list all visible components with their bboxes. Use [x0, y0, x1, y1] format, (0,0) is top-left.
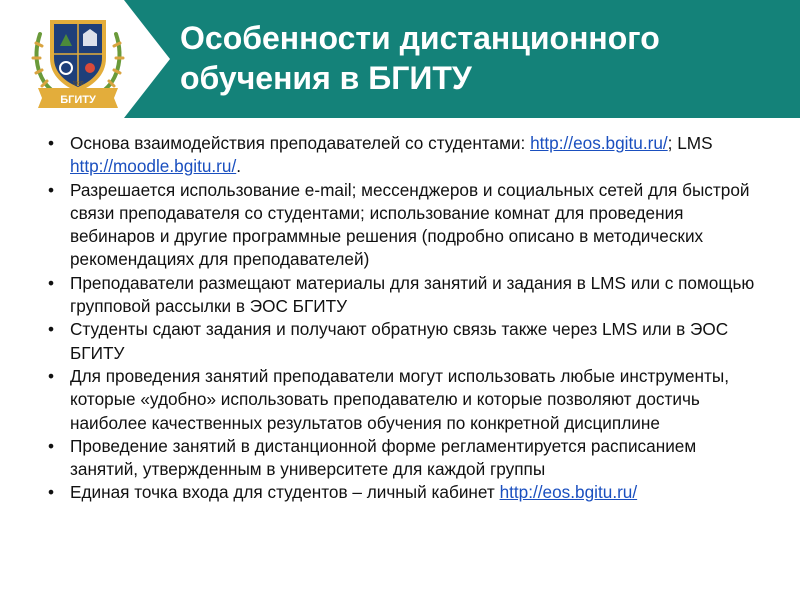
bullet-marker: • [48, 319, 55, 340]
bullet-text: Для проведения занятий преподаватели могут использовать любые инструменты, которые «удобно» использовать преподавателю и которые позволяют достичь наиболее качественных результатов обучения по конкретной дисциплине [70, 365, 729, 433]
slide-title-line-2: обучения в БГИТУ [180, 60, 472, 96]
slide-title [180, 18, 780, 98]
bullet-marker: • [48, 272, 55, 293]
bullet-item-tools [40, 365, 760, 435]
bullet-marker: • [48, 133, 55, 153]
bullet-item-schedule [40, 435, 760, 482]
bullet-text: ; LMS [667, 133, 713, 153]
bullet-list [40, 132, 760, 505]
bullet-item-entry-point [40, 481, 760, 504]
bullet-text: Студенты сдают задания и получают обратную связь также через LMS или в ЭОС БГИТУ [70, 319, 729, 363]
university-logo [28, 6, 128, 114]
bullet-text: Основа взаимодействия преподавателей со студентами: [70, 133, 531, 153]
logo-year: 1930 [72, 81, 84, 87]
bullet-marker: • [48, 482, 55, 503]
personal-cabinet-link[interactable]: http://eos.bgitu.ru/ [499, 482, 638, 503]
bullet-item-materials [40, 272, 760, 319]
bullet-text: Единая точка входа для студентов – личный кабинет [70, 482, 500, 503]
bullet-text: Проведение занятий в дистанционной форме регламентируется расписанием занятий, утвержденным в университете для каждой группы [70, 435, 697, 480]
logo-ribbon-text: БГИТУ [60, 94, 96, 106]
eos-link[interactable]: http://eos.bgitu.ru/ [530, 133, 668, 153]
bullet-text: . [236, 156, 242, 177]
bullet-text: Разрешается использование e-mail; мессенджеров и социальных сетей для быстрой связи преподавателя со студентами; использование комнат для проведения вебинаров и другие программные решения (подробно описано в методических рекомендациях для преподавателей) [70, 179, 750, 270]
bullet-marker: • [48, 435, 55, 456]
bullet-marker: • [48, 365, 55, 386]
bullet-item-communication [40, 179, 760, 272]
bullet-item-assignments [40, 318, 760, 365]
moodle-link[interactable]: http://moodle.bgitu.ru/ [70, 156, 237, 177]
slide-title-line-1: Особенности дистанционного [180, 20, 660, 56]
bullet-marker: • [48, 179, 55, 200]
bullet-text: Преподаватели размещают материалы для занятий и задания в LMS или с помощью групповой рассылки в ЭОС БГИТУ [70, 272, 755, 317]
bullet-item-platforms [40, 132, 760, 179]
